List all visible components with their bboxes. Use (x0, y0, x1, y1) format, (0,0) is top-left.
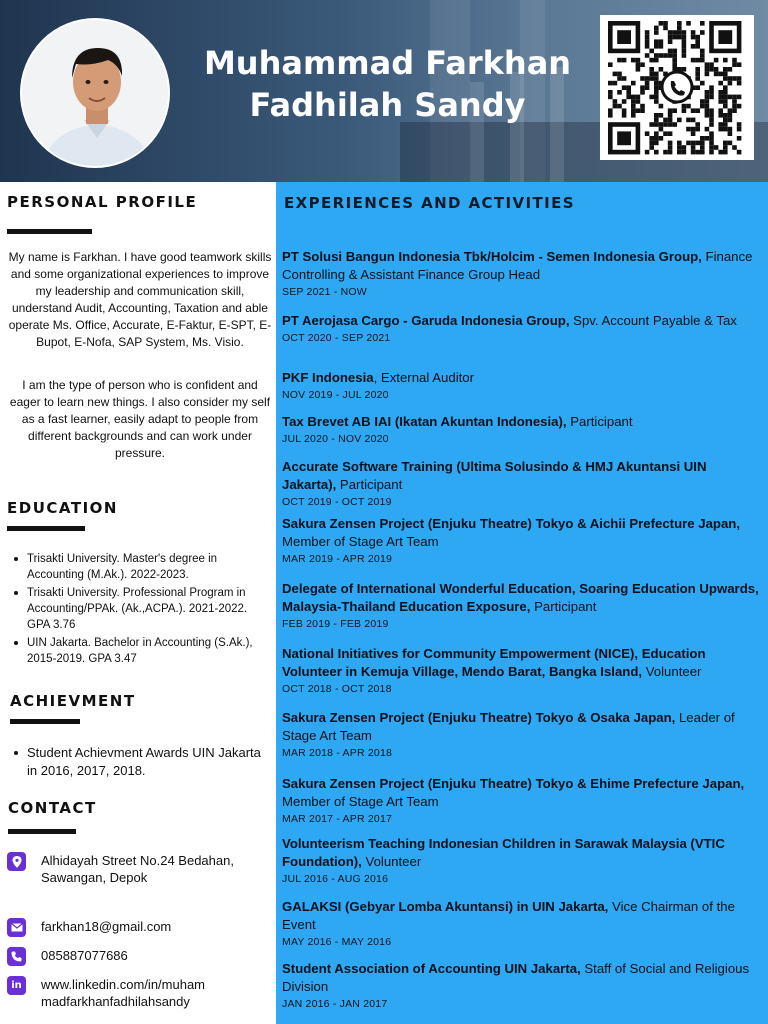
list-item (282, 515, 764, 566)
achievement-rule (10, 719, 80, 724)
linkedin-icon: in (7, 976, 26, 995)
experience-org: Tax Brevet AB IAI (Ikatan Akuntan Indonesia), (282, 414, 567, 429)
qr-code-icon (600, 15, 754, 160)
experience-date: JAN 2016 - JAN 2017 (282, 998, 388, 1010)
experience-org: Volunteerism Teaching Indonesian Children in Sarawak Malaysia (VTIC Foundation), (282, 836, 725, 869)
list-item (282, 835, 764, 886)
experience-date: MAY 2016 - MAY 2016 (282, 936, 392, 948)
experience-date: OCT 2020 - SEP 2021 (282, 332, 391, 344)
experience-date: NOV 2019 - JUL 2020 (282, 389, 389, 401)
experience-org: Delegate of International Wonderful Education, Soaring Education Upwards, Malaysia-Thailand Education Exposure, (282, 581, 759, 614)
experience-date: MAR 2017 - APR 2017 (282, 813, 393, 825)
candidate-name (190, 42, 585, 126)
experience-org: PT Solusi Bangun Indonesia Tbk/Holcim - Semen Indonesia Group, (282, 249, 702, 264)
profile-heading: PERSONAL PROFILE (7, 193, 198, 211)
experience-role: Leader of Stage Art Team (282, 710, 735, 743)
profile-paragraph-1: My name is Farkhan. I have good teamwork skills and some organizational experiences to improve my leadership and communication skill, understand Audit, Accounting, Taxation and able operate Ms. Office, Accurate, E-Faktur, E-SPT, E-Bupot, E-Nofa, SAP System, Ms. Visio. (8, 250, 272, 349)
experience-org: GALAKSI (Gebyar Lomba Akuntansi) in UIN Jakarta, (282, 899, 609, 914)
list-item (282, 369, 764, 402)
experience-role: Participant (566, 414, 633, 429)
address-text: Alhidayah Street No.24 Bedahan, Sawangan, Depok (41, 853, 234, 885)
achievement-list (10, 744, 272, 782)
list-item (282, 960, 764, 1011)
education-list (10, 551, 272, 669)
achievement-heading: ACHIEVMENT (10, 692, 136, 710)
right-column (276, 182, 768, 1024)
phone-icon (7, 947, 26, 966)
person-icon (22, 20, 170, 168)
experience-role: Staff of Social and Religious Division (282, 961, 750, 994)
education-heading: EDUCATION (7, 499, 118, 517)
whatsapp-icon (662, 72, 692, 102)
list-item (282, 413, 764, 446)
experience-date: OCT 2019 - OCT 2019 (282, 496, 392, 508)
header-banner (0, 0, 768, 182)
experience-role: Volunteer (361, 854, 422, 869)
list-item: UIN Jakarta. Bachelor in Accounting (S.Ak.), 2015-2019. GPA 3.47 (10, 635, 272, 667)
experience-org: Sakura Zensen Project (Enjuku Theatre) Tokyo & Ehime Prefecture Japan, (282, 776, 745, 791)
name-line-2: Fadhilah Sandy (249, 86, 526, 124)
experience-role: Finance Controlling & Assistant Finance Group Head (282, 249, 753, 282)
profile-paragraph-2: I am the type of person who is confident and eager to learn new things. I also consider my self as a fast learner, easily adapt to people from different backgrounds and can work under pressure. (9, 378, 271, 460)
experience-date: MAR 2018 - APR 2018 (282, 747, 393, 759)
experience-date: JUL 2020 - NOV 2020 (282, 433, 389, 445)
qr-code (600, 15, 754, 160)
list-item: Trisakti University. Master's degree in Accounting (M.Ak.). 2022-2023. (10, 551, 272, 583)
list-item (282, 645, 764, 696)
experience-org: Sakura Zensen Project (Enjuku Theatre) Tokyo & Aichii Prefecture Japan, (282, 516, 741, 531)
education-rule (7, 526, 85, 531)
experience-role: Spv. Account Payable & Tax (569, 313, 737, 328)
experience-org: PT Aerojasa Cargo - Garuda Indonesia Group, (282, 313, 570, 328)
experience-org: Student Association of Accounting UIN Jakarta, (282, 961, 581, 976)
experience-role: Participant (336, 477, 403, 492)
email-link[interactable]: farkhan18@gmail.com (41, 919, 172, 934)
experience-role: Volunteer (642, 664, 702, 679)
experience-org: Accurate Software Training (Ultima Solusindo & HMJ Akuntansi UIN Jakarta), (282, 459, 707, 492)
list-item (282, 580, 764, 631)
name-line-1: Muhammad Farkhan (203, 44, 572, 82)
linkedin-link[interactable]: www.linkedin.com/in/muham madfarkhanfadhilahsandy (41, 977, 206, 1009)
profile-rule (7, 229, 92, 234)
list-item (282, 709, 764, 760)
experience-date: JUL 2016 - AUG 2016 (282, 873, 389, 885)
experience-date: MAR 2019 - APR 2019 (282, 553, 393, 565)
left-column (0, 182, 276, 1024)
location-icon (7, 852, 26, 871)
phone-number[interactable]: 085887077686 (41, 948, 128, 963)
list-item (282, 312, 764, 345)
contact-heading: CONTACT (8, 799, 97, 817)
experience-role: Participant (530, 599, 597, 614)
experience-date: SEP 2021 - NOW (282, 286, 367, 298)
list-item: Trisakti University. Professional Program in Accounting/PPAk. (Ak.,ACPA.). 2021-2022. GPA 3.76 (10, 585, 272, 633)
experience-org: PKF Indonesia (282, 370, 374, 385)
experience-date: OCT 2018 - OCT 2018 (282, 683, 392, 695)
list-item: Student Achievment Awards UIN Jakarta in 2016, 2017, 2018. (10, 744, 272, 780)
mail-icon (7, 918, 26, 937)
list-item (282, 898, 764, 949)
list-item (282, 458, 764, 509)
list-item (282, 775, 764, 826)
experience-org: National Initiatives for Community Empowerment (NICE), Education Volunteer in Kemuja Village, Mendo Barat, Bangka Island, (282, 646, 706, 679)
experience-role: Member of Stage Art Team (282, 794, 439, 809)
experience-role: , External Auditor (373, 370, 475, 385)
contact-rule (8, 829, 76, 834)
list-item (282, 248, 764, 299)
experience-date: FEB 2019 - FEB 2019 (282, 618, 389, 630)
profile-photo (20, 18, 170, 168)
experience-org: Sakura Zensen Project (Enjuku Theatre) Tokyo & Osaka Japan, (282, 710, 676, 725)
experience-heading: EXPERIENCES AND ACTIVITIES (284, 194, 575, 212)
experience-role: Member of Stage Art Team (282, 534, 439, 549)
experience-role: Vice Chairman of the Event (282, 899, 735, 932)
